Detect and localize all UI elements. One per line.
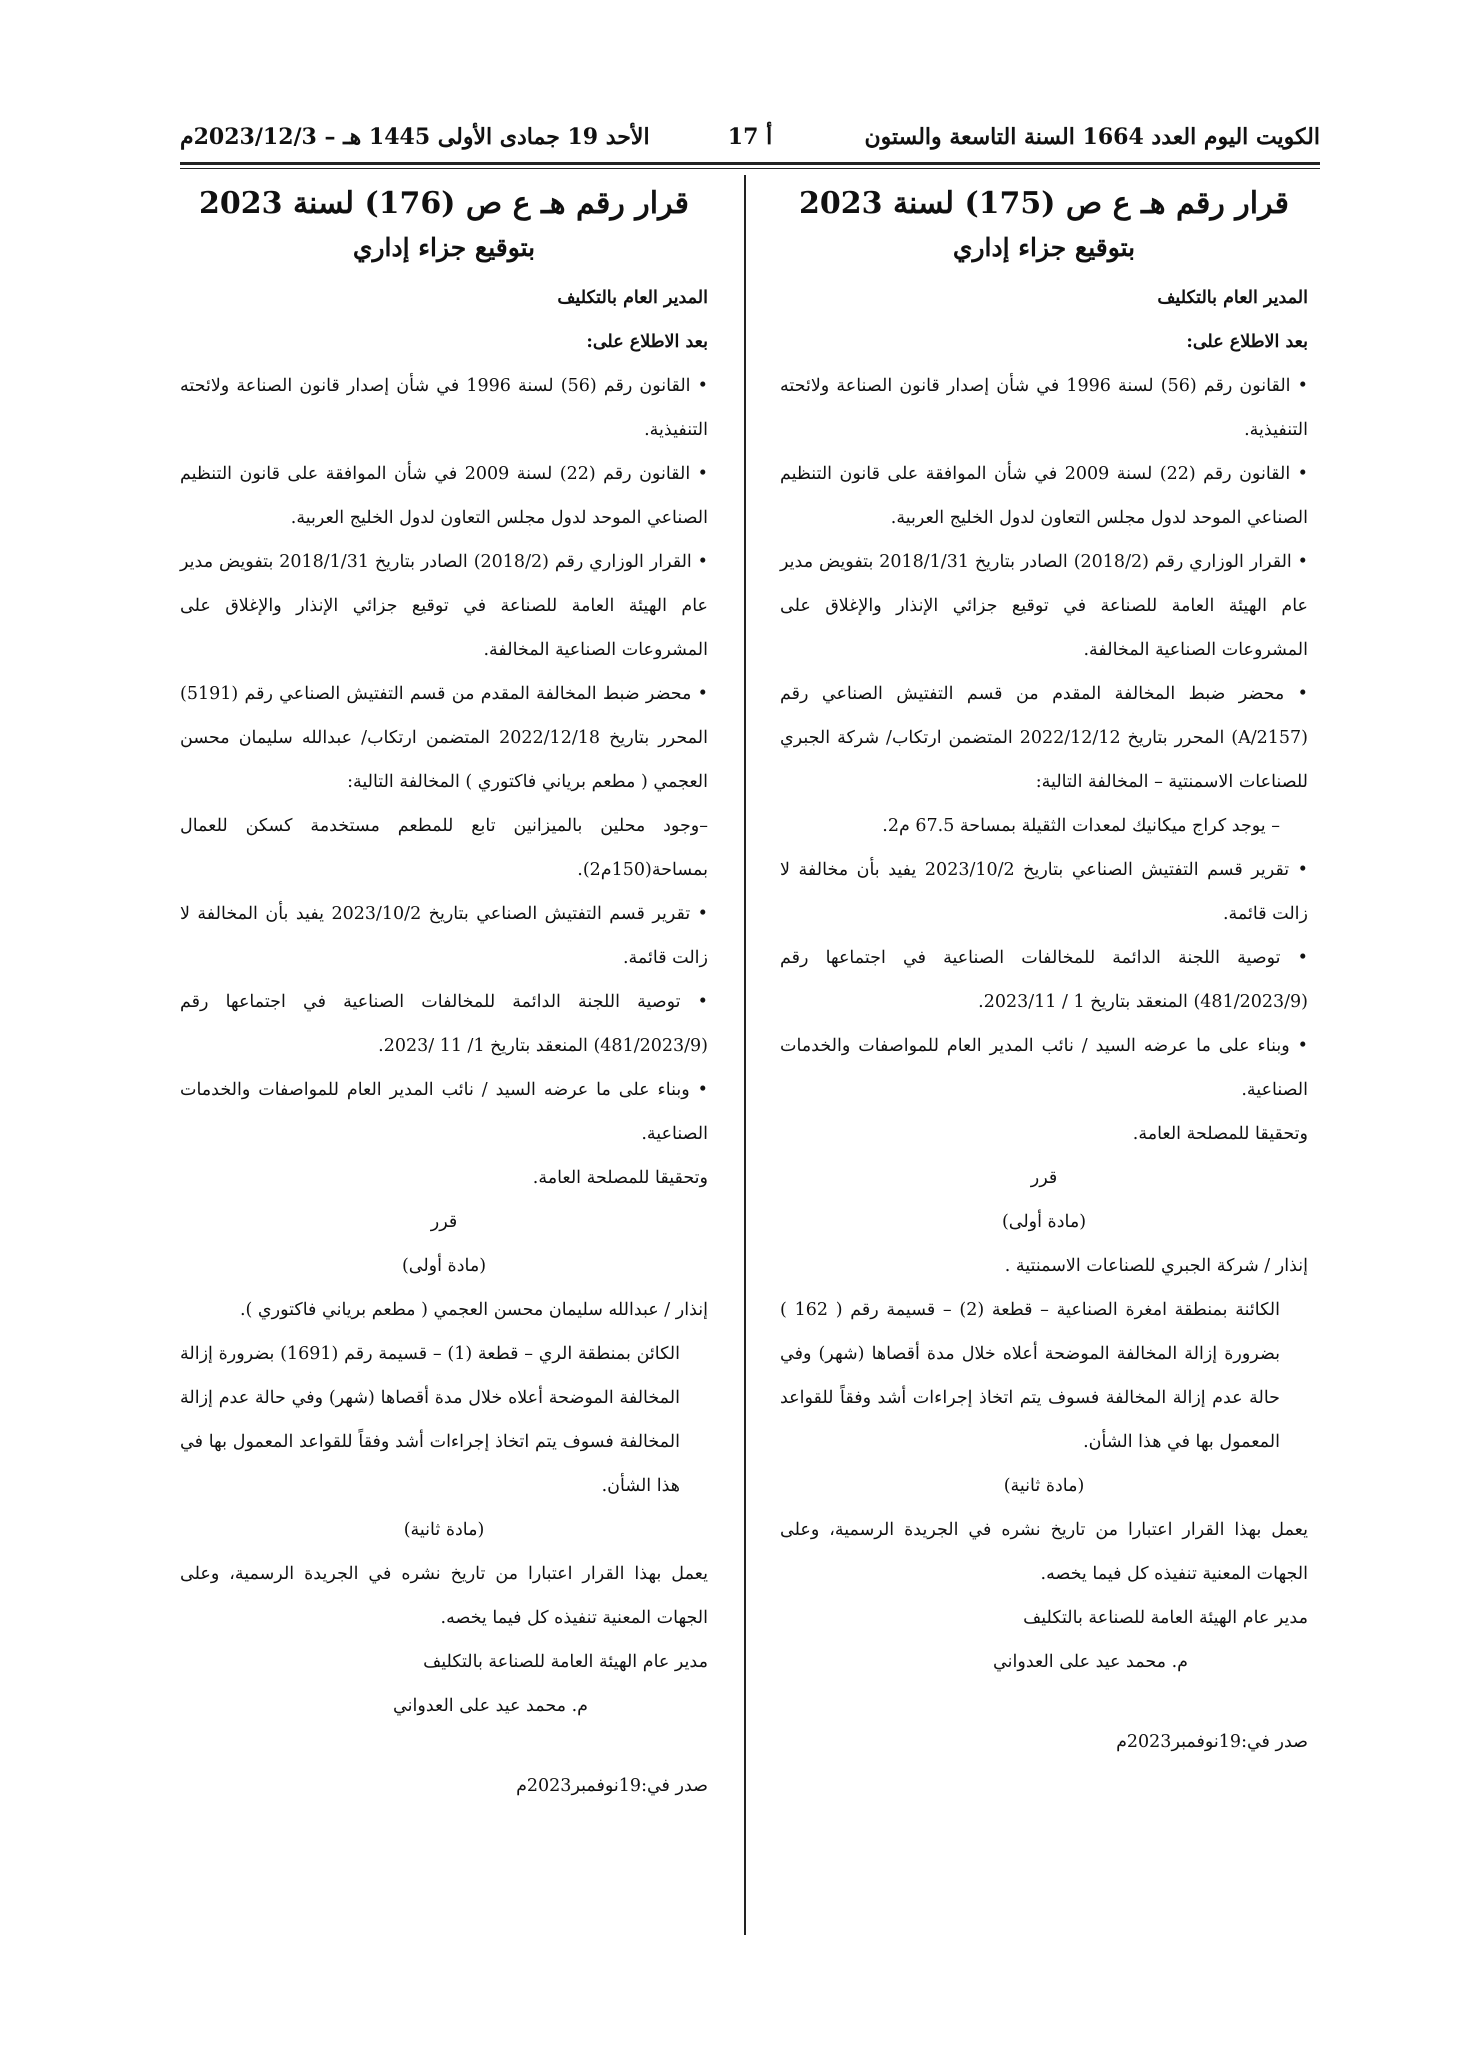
header-rule-thin [180,168,1320,169]
after-review: بعد الاطلاع على: [586,332,708,352]
decided-heading: قرر [430,1212,458,1232]
violation-detail: – يوجد كراج ميكانيك لمعدات الثقيلة بمساحة 67.5 م2. [882,816,1280,836]
review-item: • توصية اللجنة الدائمة للمخالفات الصناعية في اجتماعها رقم (481/2023/9) المنعقد بتاريخ 1 / 2023/11. [780,948,1308,1012]
review-item: • تقرير قسم التفتيش الصناعي بتاريخ 2023/10/2 يفيد بأن مخالفة لا زالت قائمة. [780,860,1308,924]
article-2-title: (مادة ثانية) [403,1520,485,1540]
review-item: • محضر ضبط المخالفة المقدم من قسم التفتيش الصناعي رقم (5191) المحرر بتاريخ 2022/12/18 المتضمن ارتكاب/ عبدالله سليمان محسن العجمي ( مطعم برياني فاكتوري ) المخالفة التالية: [180,684,708,792]
signer-name: م. محمد عيد على العدواني [393,1696,588,1716]
violation-detail: –وجود محلين بالميزانين تابع للمطعم مستخدمة كسكن للعمال بمساحة(150م2). [180,816,708,880]
decision-subtitle: بتوقيع جزاء إداري [352,233,536,262]
article-2-title: (مادة ثانية) [1003,1476,1085,1496]
review-item: • القانون رقم (22) لسنة 2009 في شأن الموافقة على قانون التنظيم الصناعي الموحد لدول مجلس التعاون لدول الخليج العربية. [780,464,1309,528]
decided-heading: قرر [1030,1168,1058,1188]
article-2-body: يعمل بهذا القرار اعتبارا من تاريخ نشره في الجريدة الرسمية، وعلى الجهات المعنية تنفيذه كل فيما يخصه. [780,1520,1308,1584]
review-item: • القانون رقم (56) لسنة 1996 في شأن إصدار قانون الصناعة ولائحته التنفيذية. [780,376,1308,440]
review-item: • القانون رقم (22) لسنة 2009 في شأن الموافقة على قانون التنظيم الصناعي الموحد لدول مجلس التعاون لدول الخليج العربية. [180,464,709,528]
article-1-warning: إنذار / شركة الجبري للصناعات الاسمنتية . [1004,1256,1308,1276]
decision-175 [780,180,1308,1764]
director-line: المدير العام بالتكليف [1157,288,1308,308]
review-item: • توصية اللجنة الدائمة للمخالفات الصناعية في اجتماعها رقم (481/2023/9) المنعقد بتاريخ 1/ 11 /2023. [180,992,708,1056]
review-item: • القانون رقم (56) لسنة 1996 في شأن إصدار قانون الصناعة ولائحته التنفيذية. [180,376,708,440]
signer-title: مدير عام الهيئة العامة للصناعة بالتكليف [1023,1608,1308,1628]
article-2-body: يعمل بهذا القرار اعتبارا من تاريخ نشره في الجريدة الرسمية، وعلى الجهات المعنية تنفيذه كل فيما يخصه. [180,1564,708,1628]
signer-name: م. محمد عيد على العدواني [993,1652,1188,1672]
decision-176 [180,180,708,1808]
article-1-title: (مادة أولى) [1001,1212,1087,1232]
article-1-body: الكائنة بمنطقة امغرة الصناعية – قطعة (2) – قسيمة رقم ( 162 ) بضرورة إزالة المخالفة الموضحة أعلاه خلال مدة أقصاها (شهر) وفي حالة عدم إزالة المخالفة فسوف يتم اتخاذ إجراءات أشد وفقاً للقواعد المعمول بها في هذا الشأن. [780,1300,1280,1452]
decision-title: قرار رقم هـ ع ص (175) لسنة 2023 [799,186,1289,221]
review-item: • تقرير قسم التفتيش الصناعي بتاريخ 2023/10/2 يفيد بأن المخالفة لا زالت قائمة. [180,904,708,968]
article-1-title: (مادة أولى) [401,1256,487,1276]
gazette-issue: الكويت اليوم العدد 1664 السنة التاسعة والستون [864,124,1320,150]
signer-title: مدير عام الهيئة العامة للصناعة بالتكليف [423,1652,708,1672]
header-rule-thick [180,162,1320,165]
review-item: • القرار الوزاري رقم (2018/2) الصادر بتاريخ 2018/1/31 بتفويض مدير عام الهيئة العامة للصناعة في توقيع جزائي الإنذار والإغلاق على المشروعات الصناعية المخالفة. [780,552,1308,660]
column-divider [744,175,746,1935]
issue-date: الأحد 19 جمادى الأولى 1445 هـ – 2023/12/3م [180,124,650,150]
review-item: • محضر ضبط المخالفة المقدم من قسم التفتيش الصناعي رقم (A/2157) المحرر بتاريخ 2022/12/12 المتضمن ارتكاب/ شركة الجبري للصناعات الاسمنتية – المخالفة التالية: [780,684,1308,792]
article-1-warning: إنذار / عبدالله سليمان محسن العجمي ( مطعم برياني فاكتوري ). [239,1300,708,1320]
director-line: المدير العام بالتكليف [557,288,708,308]
review-item: • وبناء على ما عرضه السيد / نائب المدير العام للمواصفات والخدمات الصناعية. [180,1080,708,1144]
public-interest: وتحقيقا للمصلحة العامة. [1132,1124,1308,1144]
page-number: أ 17 [727,124,773,150]
issued-date: صدر في:19نوفمبر2023م [1116,1732,1308,1752]
decision-title: قرار رقم هـ ع ص (176) لسنة 2023 [199,186,689,221]
decision-subtitle: بتوقيع جزاء إداري [952,233,1136,262]
page-header [180,118,1320,158]
after-review: بعد الاطلاع على: [1186,332,1308,352]
public-interest: وتحقيقا للمصلحة العامة. [532,1168,708,1188]
issued-date: صدر في:19نوفمبر2023م [516,1776,708,1796]
article-1-body: الكائن بمنطقة الري – قطعة (1) – قسيمة رقم (1691) بضرورة إزالة المخالفة الموضحة أعلاه خلال مدة أقصاها (شهر) وفي حالة عدم إزالة المخالفة فسوف يتم اتخاذ إجراءات أشد وفقاً للقواعد المعمول بها في هذا الشأن. [180,1344,680,1496]
review-item: • وبناء على ما عرضه السيد / نائب المدير العام للمواصفات والخدمات الصناعية. [780,1036,1308,1100]
review-item: • القرار الوزاري رقم (2018/2) الصادر بتاريخ 2018/1/31 بتفويض مدير عام الهيئة العامة للصناعة في توقيع جزائي الإنذار والإغلاق على المشروعات الصناعية المخالفة. [180,552,708,660]
